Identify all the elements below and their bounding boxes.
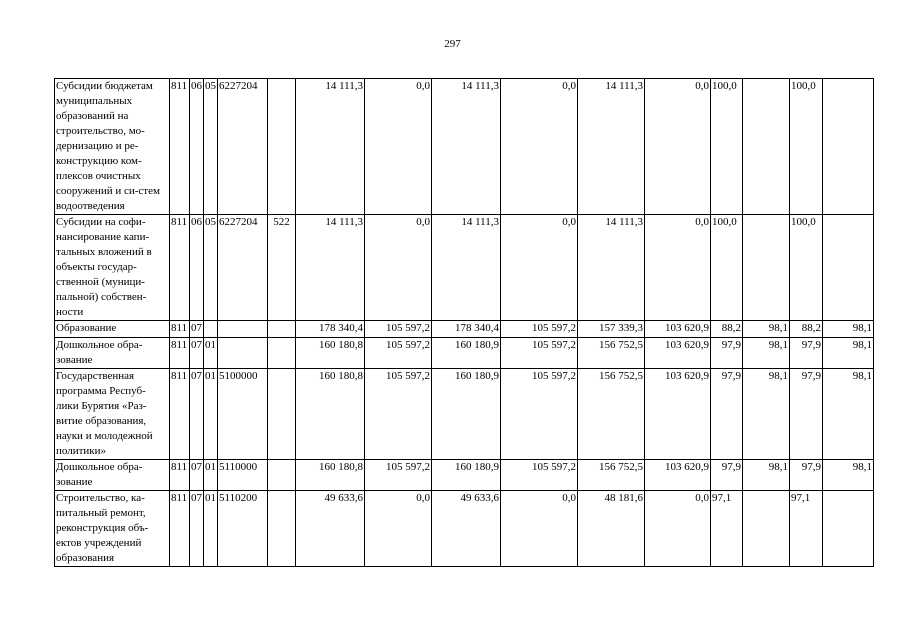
value-cell: 160 180,9 — [432, 338, 501, 369]
row-name: Государственная программа Респуб-лики Бурятия «Раз-витие образования, науки и молодежной политики» — [55, 369, 170, 460]
table-row — [55, 321, 874, 338]
value-cell: 14 111,3 — [578, 79, 645, 215]
code-ministry: 811 — [170, 338, 190, 369]
code-target: 5110200 — [218, 491, 268, 567]
value-cell: 0,0 — [645, 215, 711, 321]
percent-cell — [823, 215, 874, 321]
code-target — [218, 321, 268, 338]
table-row — [55, 460, 874, 491]
code-target: 5100000 — [218, 369, 268, 460]
code-expense-type — [268, 369, 296, 460]
value-cell: 49 633,6 — [296, 491, 365, 567]
value-cell: 14 111,3 — [432, 215, 501, 321]
value-cell: 157 339,3 — [578, 321, 645, 338]
value-cell: 103 620,9 — [645, 369, 711, 460]
percent-cell: 97,9 — [711, 460, 743, 491]
code-ministry: 811 — [170, 79, 190, 215]
value-cell: 160 180,9 — [432, 460, 501, 491]
row-name: Дошкольное обра-зование — [55, 338, 170, 369]
percent-cell — [743, 491, 790, 567]
code-ministry: 811 — [170, 215, 190, 321]
percent-cell — [823, 79, 874, 215]
percent-cell: 98,1 — [743, 460, 790, 491]
percent-cell: 97,9 — [790, 460, 823, 491]
code-section: 07 — [190, 321, 204, 338]
code-subsection: 01 — [204, 460, 218, 491]
code-subsection: 05 — [204, 215, 218, 321]
percent-cell: 98,1 — [823, 460, 874, 491]
value-cell: 105 597,2 — [501, 338, 578, 369]
code-ministry: 811 — [170, 321, 190, 338]
percent-cell: 97,9 — [790, 338, 823, 369]
code-expense-type — [268, 79, 296, 215]
value-cell: 160 180,8 — [296, 338, 365, 369]
value-cell: 105 597,2 — [501, 369, 578, 460]
row-name: Образование — [55, 321, 170, 338]
table-row — [55, 338, 874, 369]
value-cell: 14 111,3 — [296, 215, 365, 321]
percent-cell: 98,1 — [823, 321, 874, 338]
percent-cell — [823, 491, 874, 567]
value-cell: 178 340,4 — [432, 321, 501, 338]
code-expense-type — [268, 460, 296, 491]
percent-cell: 100,0 — [711, 79, 743, 215]
value-cell: 156 752,5 — [578, 369, 645, 460]
percent-cell: 88,2 — [790, 321, 823, 338]
code-ministry: 811 — [170, 460, 190, 491]
value-cell: 105 597,2 — [365, 321, 432, 338]
code-target: 6227204 — [218, 79, 268, 215]
value-cell: 156 752,5 — [578, 338, 645, 369]
value-cell: 0,0 — [645, 79, 711, 215]
value-cell: 0,0 — [365, 79, 432, 215]
row-name: Дошкольное обра-зование — [55, 460, 170, 491]
row-name: Субсидии на софи-нансирование капи-тальных вложений в объекты государ-ственной (муници-пальной) собствен-ности — [55, 215, 170, 321]
percent-cell: 100,0 — [790, 79, 823, 215]
code-section: 07 — [190, 460, 204, 491]
value-cell: 160 180,9 — [432, 369, 501, 460]
value-cell: 105 597,2 — [365, 338, 432, 369]
code-expense-type — [268, 338, 296, 369]
value-cell: 160 180,8 — [296, 369, 365, 460]
value-cell: 0,0 — [365, 491, 432, 567]
value-cell: 103 620,9 — [645, 338, 711, 369]
table-row — [55, 215, 874, 321]
percent-cell: 88,2 — [711, 321, 743, 338]
code-section: 07 — [190, 369, 204, 460]
code-subsection: 01 — [204, 338, 218, 369]
code-section: 06 — [190, 215, 204, 321]
value-cell: 178 340,4 — [296, 321, 365, 338]
value-cell: 105 597,2 — [501, 460, 578, 491]
percent-cell: 98,1 — [743, 369, 790, 460]
percent-cell: 98,1 — [823, 338, 874, 369]
percent-cell: 97,9 — [711, 338, 743, 369]
percent-cell: 98,1 — [743, 321, 790, 338]
value-cell: 0,0 — [501, 79, 578, 215]
code-ministry: 811 — [170, 369, 190, 460]
value-cell: 156 752,5 — [578, 460, 645, 491]
code-expense-type: 522 — [268, 215, 296, 321]
value-cell: 49 633,6 — [432, 491, 501, 567]
code-target — [218, 338, 268, 369]
table-row — [55, 491, 874, 567]
value-cell: 160 180,8 — [296, 460, 365, 491]
value-cell: 0,0 — [501, 215, 578, 321]
value-cell: 0,0 — [365, 215, 432, 321]
value-cell: 105 597,2 — [501, 321, 578, 338]
percent-cell: 100,0 — [790, 215, 823, 321]
value-cell: 0,0 — [501, 491, 578, 567]
table-row — [55, 79, 874, 215]
percent-cell: 97,9 — [711, 369, 743, 460]
value-cell: 105 597,2 — [365, 460, 432, 491]
code-target: 6227204 — [218, 215, 268, 321]
code-target: 5110000 — [218, 460, 268, 491]
table-row — [55, 369, 874, 460]
percent-cell: 98,1 — [823, 369, 874, 460]
value-cell: 103 620,9 — [645, 321, 711, 338]
code-subsection: 01 — [204, 369, 218, 460]
value-cell: 14 111,3 — [432, 79, 501, 215]
percent-cell — [743, 215, 790, 321]
value-cell: 103 620,9 — [645, 460, 711, 491]
percent-cell: 97,1 — [790, 491, 823, 567]
page-number: 297 — [444, 38, 461, 50]
value-cell: 48 181,6 — [578, 491, 645, 567]
percent-cell: 100,0 — [711, 215, 743, 321]
value-cell: 0,0 — [645, 491, 711, 567]
budget-table — [54, 78, 874, 567]
value-cell: 14 111,3 — [578, 215, 645, 321]
code-subsection: 01 — [204, 491, 218, 567]
code-expense-type — [268, 491, 296, 567]
code-subsection — [204, 321, 218, 338]
code-section: 07 — [190, 338, 204, 369]
row-name: Строительство, ка-питальный ремонт, реконструкция объ-ектов учреждений образования — [55, 491, 170, 567]
value-cell: 105 597,2 — [365, 369, 432, 460]
code-section: 06 — [190, 79, 204, 215]
code-ministry: 811 — [170, 491, 190, 567]
percent-cell: 97,1 — [711, 491, 743, 567]
value-cell: 14 111,3 — [296, 79, 365, 215]
code-section: 07 — [190, 491, 204, 567]
percent-cell: 97,9 — [790, 369, 823, 460]
code-subsection: 05 — [204, 79, 218, 215]
percent-cell — [743, 79, 790, 215]
percent-cell: 98,1 — [743, 338, 790, 369]
code-expense-type — [268, 321, 296, 338]
row-name: Субсидии бюджетам муниципальных образований на строительство, мо-дернизацию и ре-конструкцию ком-плексов очистных сооружений и си-стем водоотведения — [55, 79, 170, 215]
